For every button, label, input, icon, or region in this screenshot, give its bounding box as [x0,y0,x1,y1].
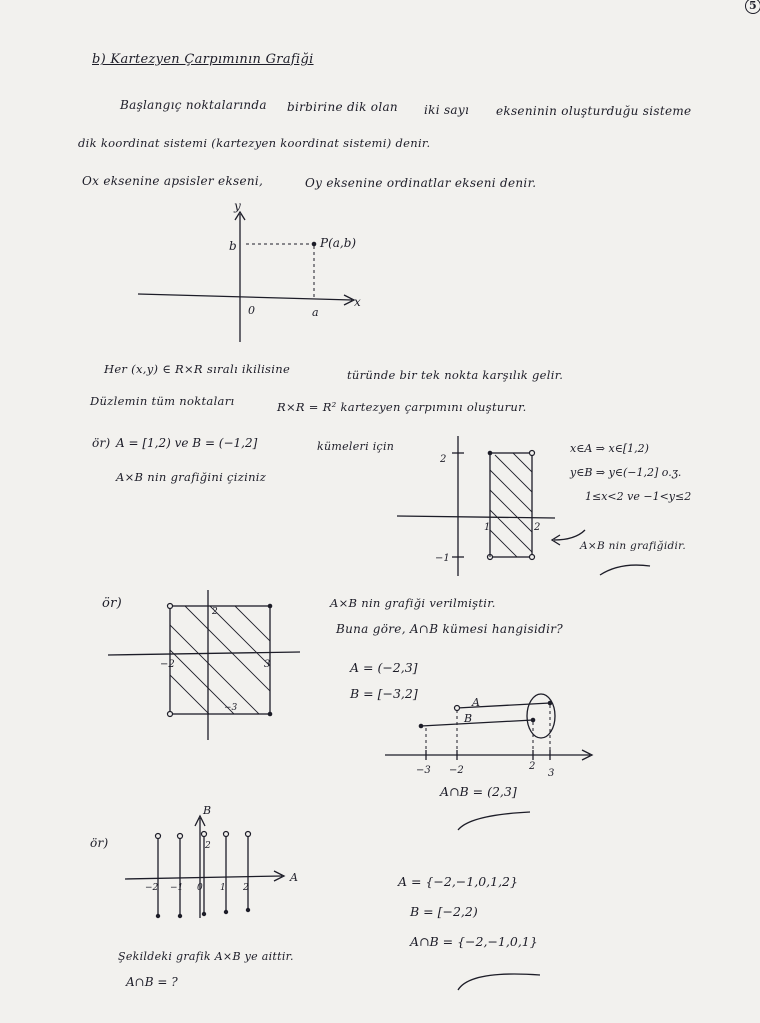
cartesian-line2-a: Düzlemin tüm noktaları [90,394,235,408]
example1-text1-a: A = [1,2) ve B = (−1,2] [116,436,258,450]
example2-a-def: A = (−2,3] [350,660,418,675]
y-axis-label: y [234,199,241,213]
a-label: a [312,306,319,319]
section-heading: b) Kartezyen Çarpımının Grafiği [92,52,314,67]
origin-label: 0 [248,304,255,317]
example3-x0: 0 [197,883,203,893]
page-number: 5 [745,0,760,14]
b-label: b [229,239,237,253]
example1-x2: 2 [534,522,541,533]
example3-text1: Şekildeki grafik A×B ye aittir. [118,950,294,963]
x-axis-label: x [354,295,361,309]
cartesian-line2-b: R×R = R² kartezyen çarpımını oluşturur. [277,400,527,414]
example3-label: ör) [90,836,109,850]
example3-text2: A∩B = ? [126,975,178,989]
example1-note1: x∈A ⇒ x∈[1,2) [570,442,649,455]
example3-x2: 2 [243,883,249,893]
example2-x-m2: −2 [160,659,175,670]
example3-answer: A∩B = {−2,−1,0,1} [410,934,538,949]
example2-y-m3: −3 [224,703,238,713]
example2-x3: 3 [264,659,271,670]
intro-line1-a: Başlangıç noktalarında [120,98,267,112]
example3-b-axis: B [203,804,212,817]
cartesian-line1-b: türünde bir tek nokta karşılık gelir. [347,368,564,382]
example1-ym1: −1 [435,553,450,564]
example1-note2: y∈B ⇒ y∈(−1,2] o.ʒ. [570,466,682,479]
example1-y2: 2 [440,454,447,465]
numberline-m2: −2 [449,765,464,776]
example1-text2: A×B nin grafiğini çiziniz [116,470,267,484]
example3-xm2: −2 [145,883,159,893]
intro-line1-d: ekseninin oluşturduğu sisteme [496,104,692,118]
point-label: P(a,b) [320,236,357,250]
example1-x1: 1 [484,522,491,533]
example3-a-axis: A [290,871,298,884]
example2-y2: 2 [212,607,218,617]
numberline-3: 3 [548,768,555,779]
numberline-2: 2 [529,761,536,772]
intro-line2: dik koordinat sistemi (kartezyen koordinat sistemi) denir. [78,136,431,150]
example1-label: ör) [92,436,111,450]
example1-note4: A×B nin grafiğidir. [580,540,686,552]
example3-a-def: A = {−2,−1,0,1,2} [398,874,518,889]
example2-label: ör) [102,596,123,611]
example2-text2: Buna göre, A∩B kümesi hangisidir? [336,622,563,636]
cartesian-line1-a: Her (x,y) ∈ R×R sıralı ikilisine [104,362,291,376]
numberline-m3: −3 [416,765,431,776]
example1-note3: 1≤x<2 ve −1<y≤2 [585,490,692,503]
example1-text1-b: kümeleri için [317,440,395,453]
example2-answer: A∩B = (2,3] [440,784,517,799]
example2-b-def: B = [−3,2] [350,686,418,701]
example2-text1: A×B nin grafiği verilmiştir. [330,596,496,610]
numberline-a: A [472,696,480,709]
numberline-b: B [464,712,473,725]
example3-x1: 1 [220,883,226,893]
intro-line3-a: Ox eksenine apsisler ekseni, [82,174,264,188]
intro-line3-b: Oy eksenine ordinatlar ekseni denir. [305,176,537,190]
example3-b-def: B = [−2,2) [410,904,478,919]
intro-line1-b: birbirine dik olan [287,100,398,114]
example3-y2: 2 [205,841,211,851]
example3-xm1: −1 [170,883,184,893]
intro-line1-c: iki sayı [424,103,470,117]
